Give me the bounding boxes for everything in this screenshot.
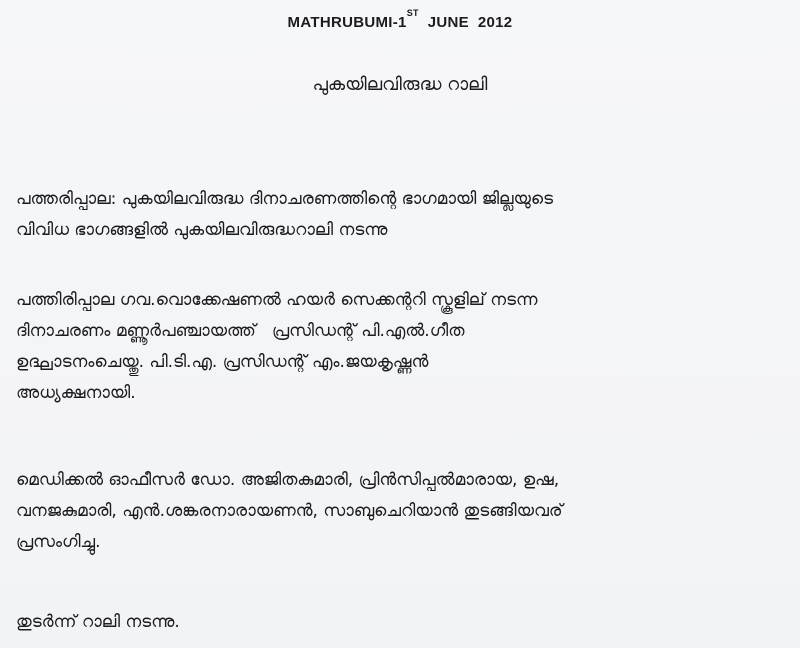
paragraph-line: ഉദ്ഘാടനംചെയ്തു. പി.ടി.എ. പ്രസിഡന്റ് എം.ജയകൃഷ്ണന്‍: [16, 352, 429, 372]
date-ordinal: ST: [406, 8, 419, 18]
paragraph-inauguration: [16, 285, 786, 409]
paragraph-line: മെഡിക്കല്‍ ഓഫീസര്‍ ഡോ. അജിതകുമാരി, പ്രിന്‍സിപ്പല്‍മാരായ, ഉഷ,: [16, 470, 560, 490]
publication-header: [0, 8, 800, 31]
paragraph-line: വിവിധ ഭാഗങ്ങളില്‍ പുകയിലവിരുദ്ധറാലി നടന്നു: [16, 220, 388, 240]
paragraph-line: ദിനാചരണം മണ്ണൂര്‍പഞ്ചായത്ത് പ്രസിഡന്റ് പി.എല്‍.ഗീത: [16, 321, 465, 341]
article-title: പുകയിലവിരുദ്ധ റാലി: [312, 74, 488, 95]
paragraph-intro: [16, 184, 786, 246]
paragraph-line: പത്തിരിപ്പാല ഗവ.വൊക്കേഷണല്‍ ഹയര്‍ സെക്കന്ററി സ്കൂളില് നടന്ന: [16, 290, 538, 310]
paragraph-speakers: [16, 465, 786, 558]
publication-name: MATHRUBUMI-1: [287, 14, 407, 31]
paragraph-closing: [16, 607, 786, 638]
paragraph-line: തുടര്‍ന്ന് റാലി നടന്നു.: [16, 612, 180, 632]
paragraph-line: പത്തരിപ്പാല: പുകയിലവിരുദ്ധ ദിനാചരണത്തിന്റെ ഭാഗമായി ജില്ലയുടെ: [16, 189, 554, 209]
publication-date: JUNE 2012: [427, 14, 513, 31]
paragraph-line: വനജകുമാരി, എന്‍.ശങ്കരനാരായണന്‍, സാബുചെറിയാന്‍ തുടങ്ങിയവര്: [16, 501, 563, 521]
paragraph-line: അധ്യക്ഷനായി.: [16, 383, 136, 403]
paragraph-line: പ്രസംഗിച്ചു.: [16, 532, 101, 552]
